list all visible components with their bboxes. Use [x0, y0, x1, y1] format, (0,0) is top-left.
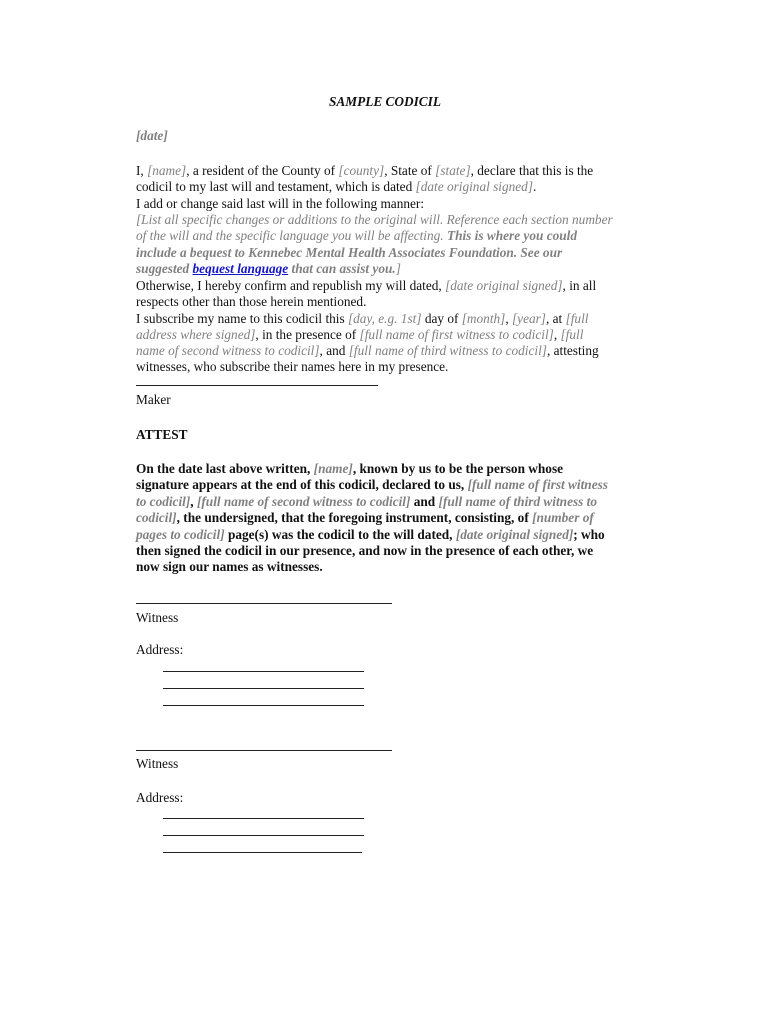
- attest-line-1: On the date last above written, [name], known by us to be the person whose: [136, 461, 564, 476]
- date-signed-placeholder: [date original signed]: [445, 278, 563, 293]
- changes-instruction-line-2: of the will and the specific language you will be affecting. This is where you could: [136, 228, 577, 243]
- witness-2-address-line-3: [163, 852, 362, 853]
- attest-line-4: codicil], the undersigned, that the foregoing instrument, consisting, of [number of: [136, 510, 594, 525]
- subscribe-line-1: I subscribe my name to this codicil this [day, e.g. 1st] day of [month], [year], at [full: [136, 311, 589, 326]
- witness-1-address-line-3: [163, 705, 364, 706]
- confirm-line-2: respects other than those herein mentioned.: [136, 294, 367, 309]
- pages-placeholder: [number of: [532, 510, 594, 525]
- name-placeholder: [name]: [313, 461, 353, 476]
- witness-2-address-line-2: [163, 835, 364, 836]
- subscribe-line-4: witnesses, who subscribe their names here in my presence.: [136, 359, 449, 374]
- changes-instruction-line-1: [List all specific changes or additions to the original will. Reference each section number: [136, 212, 613, 227]
- change-intro: I add or change said last will in the following manner:: [136, 196, 425, 211]
- address-placeholder: [full: [565, 311, 589, 326]
- date-placeholder: [date]: [136, 128, 168, 143]
- third-witness-placeholder: [full name of third witness to codicil]: [348, 343, 547, 358]
- day-placeholder: [day, e.g. 1st]: [347, 311, 422, 326]
- witness-2-address-label: Address:: [136, 790, 184, 805]
- attest-line-2: signature appears at the end of this codicil, declared to us, [full name of first witness: [136, 477, 608, 492]
- declaration-line-2: codicil to my last will and testament, which is dated [date original signed].: [136, 179, 537, 194]
- document-title: SAMPLE CODICIL: [329, 94, 441, 109]
- attest-heading: ATTEST: [136, 427, 188, 442]
- first-witness-placeholder: [full name of first witness to codicil]: [359, 327, 554, 342]
- witness-2-label: Witness: [136, 756, 179, 771]
- witness-1-address-line-1: [163, 671, 364, 672]
- second-witness-placeholder: [full: [560, 327, 584, 342]
- attest-line-7: now sign our names as witnesses.: [136, 559, 323, 574]
- confirm-line-1: Otherwise, I hereby confirm and republish my will dated, [date original signed], in all: [136, 278, 597, 293]
- state-placeholder: [state]: [435, 163, 471, 178]
- attest-line-5: pages to codicil] page(s) was the codicil to the will dated, [date original signed]; who: [136, 527, 605, 542]
- third-witness-placeholder: [full name of third witness to: [438, 494, 597, 509]
- subscribe-line-2: address where signed], in the presence of [full name of first witness to codicil], [full: [136, 327, 584, 342]
- name-placeholder: [name]: [147, 163, 187, 178]
- witness-1-signature-line: [136, 603, 392, 604]
- witness-1-address-label: Address:: [136, 642, 184, 657]
- attest-line-6: then signed the codicil in our presence, and now in the presence of each other, we: [136, 543, 594, 558]
- year-placeholder: [year]: [512, 311, 546, 326]
- witness-2-signature-line: [136, 750, 392, 751]
- changes-instruction-line-3: include a bequest to Kennebec Mental Health Associates Foundation. See our: [136, 245, 563, 260]
- month-placeholder: [month]: [461, 311, 506, 326]
- county-placeholder: [county]: [338, 163, 385, 178]
- second-witness-placeholder: [full name of second witness to codicil]: [196, 494, 411, 509]
- attest-line-3: to codicil], [full name of second witness to codicil] and [full name of third witness to: [136, 494, 597, 509]
- subscribe-line-3: name of second witness to codicil], and [full name of third witness to codicil], attesting: [136, 343, 599, 358]
- declaration-line-1: I, [name], a resident of the County of [county], State of [state], declare that this is the: [136, 163, 594, 178]
- bequest-language-link[interactable]: bequest language: [192, 261, 289, 276]
- first-witness-placeholder: [full name of first witness: [467, 477, 608, 492]
- maker-signature-line: [136, 385, 378, 386]
- witness-2-address-line-1: [163, 818, 364, 819]
- date-signed-placeholder: [date original signed]: [415, 179, 534, 194]
- date-signed-placeholder: [date original signed]: [455, 527, 574, 542]
- witness-1-address-line-2: [163, 688, 364, 689]
- changes-instruction-line-4: suggested bequest language that can assist you.]: [136, 261, 401, 276]
- maker-label: Maker: [136, 392, 171, 407]
- witness-1-label: Witness: [136, 610, 179, 625]
